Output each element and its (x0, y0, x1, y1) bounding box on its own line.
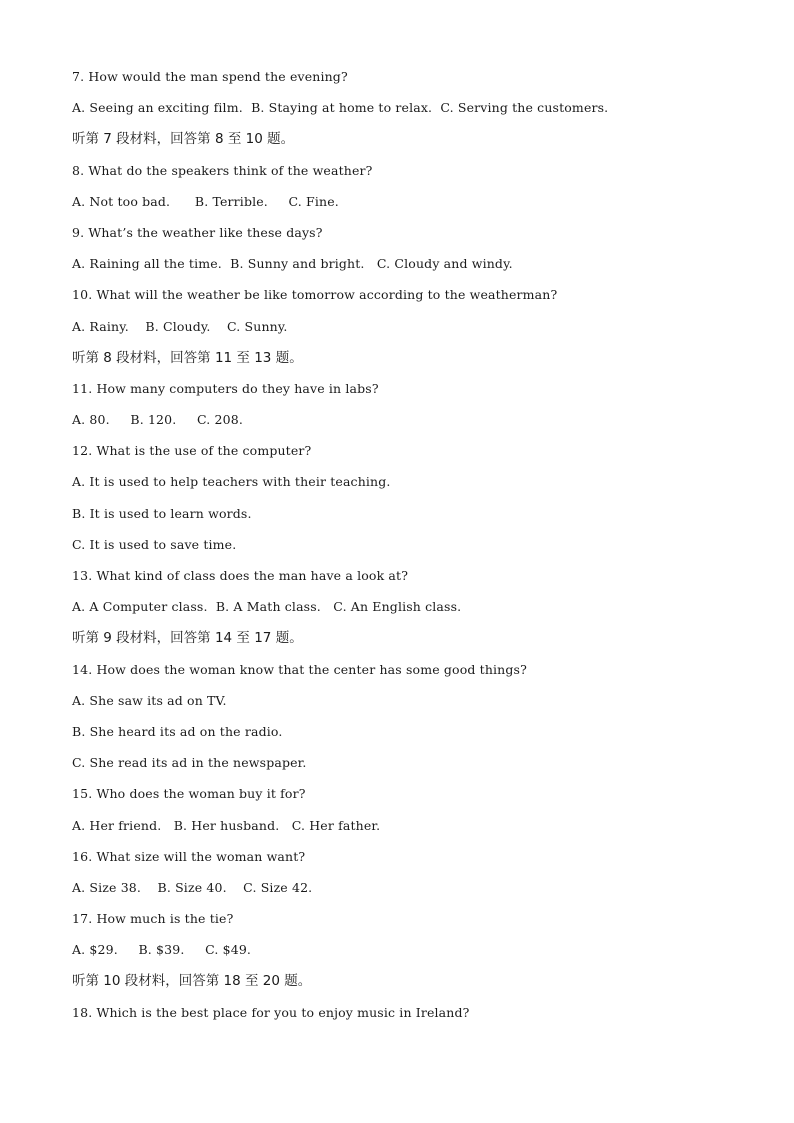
question-text: 17. How much is the tie? (72, 911, 234, 927)
question-text: 15. Who does the woman buy it for? (72, 786, 306, 802)
answer-options: A. $29. B. $39. C. $49. (72, 942, 252, 958)
answer-options: A. Her friend. B. Her husband. C. Her father. (72, 817, 381, 833)
section-heading: 听第 7 段材料，回答第 8 至 10 题。 (72, 131, 295, 148)
answer-options: A. 80. B. 120. C. 208. (72, 412, 243, 428)
answer-options: A. Seeing an exciting film. B. Staying at home to relax. C. Serving the customers. (72, 100, 609, 116)
answer-options: C. She read its ad in the newspaper. (72, 755, 307, 771)
question-text: 14. How does the woman know that the center has some good things? (72, 661, 527, 677)
question-text: 10. What will the weather be like tomorrow according to the weatherman? (72, 287, 558, 303)
answer-options: A. Raining all the time. B. Sunny and bright. C. Cloudy and windy. (72, 256, 513, 272)
answer-options: B. It is used to learn words. (72, 505, 252, 521)
section-heading: 听第 10 段材料，回答第 18 至 20 题。 (72, 973, 312, 990)
answer-options: A. She saw its ad on TV. (72, 692, 227, 708)
answer-options: A. It is used to help teachers with their teaching. (72, 474, 391, 490)
question-text: 8. What do the speakers think of the weather? (72, 162, 373, 178)
answer-options: A. Not too bad. B. Terrible. C. Fine. (72, 193, 339, 209)
question-text: 9. What’s the weather like these days? (72, 224, 323, 240)
answer-options: A. Rainy. B. Cloudy. C. Sunny. (72, 318, 288, 334)
answer-options: A. A Computer class. B. A Math class. C. An English class. (72, 599, 462, 615)
question-text: 16. What size will the woman want? (72, 848, 306, 864)
answer-options: B. She heard its ad on the radio. (72, 723, 283, 739)
section-heading: 听第 9 段材料，回答第 14 至 17 题。 (72, 630, 303, 647)
question-text: 11. How many computers do they have in labs? (72, 380, 379, 396)
question-text: 18. Which is the best place for you to enjoy music in Ireland? (72, 1004, 470, 1020)
answer-options: A. Size 38. B. Size 40. C. Size 42. (72, 879, 313, 895)
question-text: 7. How would the man spend the evening? (72, 69, 348, 84)
answer-options: C. It is used to save time. (72, 536, 237, 552)
section-heading: 听第 8 段材料，回答第 11 至 13 题。 (72, 349, 303, 366)
question-list (72, 64, 722, 1031)
question-text: 13. What kind of class does the man have a look at? (72, 568, 409, 583)
question-text: 12. What is the use of the computer? (72, 443, 312, 459)
